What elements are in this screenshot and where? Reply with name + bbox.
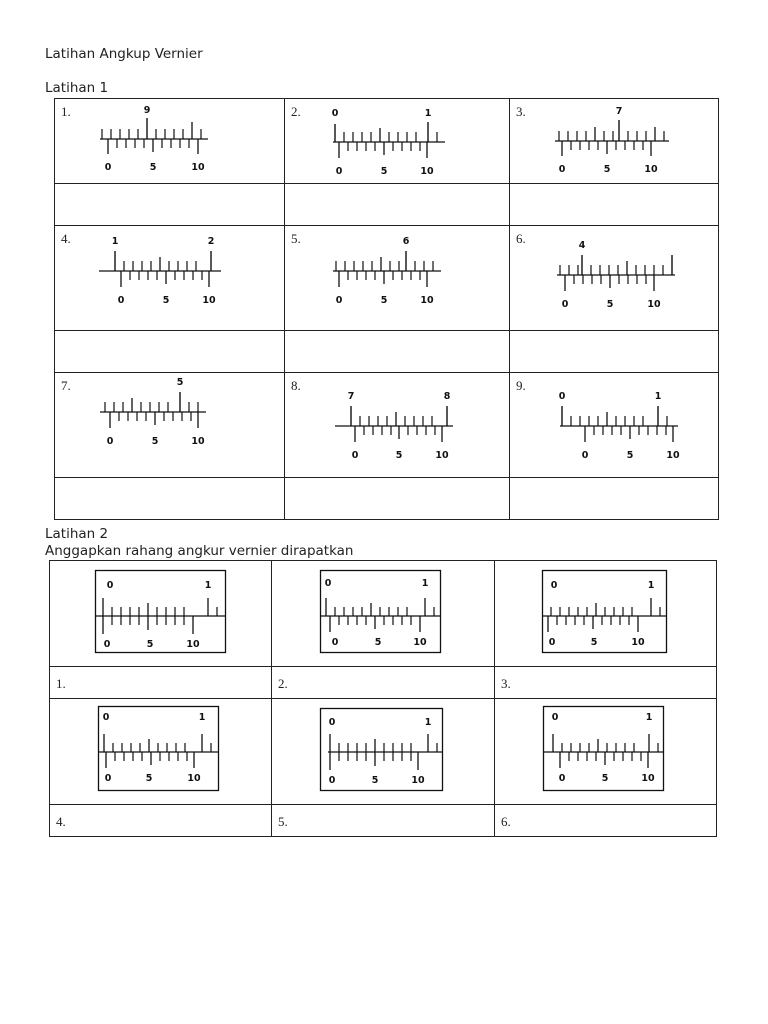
main-scale-number: 6 xyxy=(402,236,410,247)
latihan1-cell-6 xyxy=(510,226,719,331)
main-scale-number: 0 xyxy=(558,391,566,402)
vernier-number-0: 0 xyxy=(561,299,569,310)
answer-cell[interactable] xyxy=(510,478,719,520)
vernier-number-0: 0 xyxy=(117,295,125,306)
item-number: 3. xyxy=(501,676,511,691)
vernier-number-0: 0 xyxy=(335,166,343,177)
item-number: 2. xyxy=(278,676,288,691)
main-scale-number: 1 xyxy=(647,580,655,591)
vernier-scale xyxy=(555,104,680,179)
vernier-scale xyxy=(335,388,460,468)
vernier-box xyxy=(95,570,227,656)
latihan1-cell-8 xyxy=(285,373,510,478)
vernier-number-0: 0 xyxy=(103,639,111,650)
latihan2-cell-4 xyxy=(50,699,272,805)
latihan1-cell-5 xyxy=(285,226,510,331)
document-title: Latihan Angkup Vernier xyxy=(45,46,203,62)
item-number: 5. xyxy=(291,231,301,246)
main-scale-number: 1 xyxy=(645,712,653,723)
vernier-number-10: 10 xyxy=(187,773,201,784)
main-scale-number: 0 xyxy=(550,580,558,591)
vernier-number-5: 5 xyxy=(601,773,609,784)
latihan2-cell-2 xyxy=(272,561,495,667)
main-scale-number: 1 xyxy=(204,580,212,591)
vernier-number-0: 0 xyxy=(351,450,359,461)
item-number: 3. xyxy=(516,104,526,119)
answer-cell[interactable] xyxy=(495,805,717,837)
item-number: 2. xyxy=(291,104,301,119)
main-scale-number: 1 xyxy=(654,391,662,402)
vernier-scale xyxy=(99,231,224,311)
item-number: 7. xyxy=(61,378,71,393)
item-number: 8. xyxy=(291,378,301,393)
answer-cell[interactable] xyxy=(285,184,510,226)
vernier-number-5: 5 xyxy=(145,773,153,784)
latihan2-cell-5 xyxy=(272,699,495,805)
latihan2-figure-row xyxy=(50,699,717,805)
main-scale-number: 1 xyxy=(111,236,119,247)
vernier-box xyxy=(542,570,670,656)
vernier-number-10: 10 xyxy=(644,164,658,175)
vernier-number-0: 0 xyxy=(335,295,343,306)
vernier-number-5: 5 xyxy=(146,639,154,650)
latihan1-answer-row xyxy=(55,184,719,226)
vernier-number-10: 10 xyxy=(411,775,425,786)
vernier-box xyxy=(320,570,444,656)
latihan2-answer-row xyxy=(50,667,717,699)
vernier-number-0: 0 xyxy=(104,162,112,173)
vernier-number-10: 10 xyxy=(631,637,645,648)
item-number: 1. xyxy=(61,104,71,119)
vernier-box xyxy=(543,706,667,796)
vernier-number-10: 10 xyxy=(420,166,434,177)
vernier-number-10: 10 xyxy=(641,773,655,784)
vernier-number-5: 5 xyxy=(371,775,379,786)
vernier-number-5: 5 xyxy=(606,299,614,310)
answer-cell[interactable] xyxy=(285,331,510,373)
answer-cell[interactable] xyxy=(50,667,272,699)
latihan1-cell-2 xyxy=(285,99,510,184)
main-scale-number: 7 xyxy=(347,391,355,402)
main-scale-number: 8 xyxy=(443,391,451,402)
latihan1-figure-row xyxy=(55,373,719,478)
latihan1-figure-row xyxy=(55,226,719,331)
vernier-box xyxy=(98,706,222,796)
answer-cell[interactable] xyxy=(495,667,717,699)
vernier-number-0: 0 xyxy=(581,450,589,461)
latihan2-answer-row xyxy=(50,805,717,837)
vernier-number-10: 10 xyxy=(202,295,216,306)
vernier-scale xyxy=(560,388,685,468)
answer-cell[interactable] xyxy=(55,184,285,226)
vernier-number-5: 5 xyxy=(590,637,598,648)
answer-cell[interactable] xyxy=(55,478,285,520)
main-scale-number: 4 xyxy=(578,240,586,251)
vernier-number-10: 10 xyxy=(191,162,205,173)
vernier-number-0: 0 xyxy=(106,436,114,447)
answer-cell[interactable] xyxy=(510,331,719,373)
latihan1-cell-7 xyxy=(55,373,285,478)
vernier-scale xyxy=(557,238,682,318)
vernier-scale xyxy=(100,376,215,456)
main-scale-number: 7 xyxy=(615,106,623,117)
vernier-number-5: 5 xyxy=(149,162,157,173)
latihan1-table xyxy=(54,98,719,520)
item-number: 4. xyxy=(56,814,66,829)
vernier-number-10: 10 xyxy=(186,639,200,650)
vernier-number-0: 0 xyxy=(328,775,336,786)
item-number: 5. xyxy=(278,814,288,829)
main-scale-number: 5 xyxy=(176,377,184,388)
main-scale-number: 0 xyxy=(106,580,114,591)
latihan1-answer-row xyxy=(55,331,719,373)
latihan2-cell-6 xyxy=(495,699,717,805)
vernier-number-5: 5 xyxy=(374,637,382,648)
section1-heading: Latihan 1 xyxy=(45,80,109,96)
vernier-number-5: 5 xyxy=(380,295,388,306)
vernier-number-0: 0 xyxy=(104,773,112,784)
vernier-number-10: 10 xyxy=(191,436,205,447)
vernier-scale xyxy=(333,231,448,311)
vernier-number-5: 5 xyxy=(395,450,403,461)
vernier-number-5: 5 xyxy=(603,164,611,175)
main-scale-number: 1 xyxy=(424,717,432,728)
vernier-number-0: 0 xyxy=(558,773,566,784)
latihan1-answer-row xyxy=(55,478,719,520)
main-scale-number: 1 xyxy=(421,578,429,589)
vernier-number-5: 5 xyxy=(162,295,170,306)
main-scale-number: 0 xyxy=(551,712,559,723)
latihan1-cell-1 xyxy=(55,99,285,184)
main-scale-number: 9 xyxy=(143,105,151,116)
item-number: 4. xyxy=(61,231,71,246)
vernier-number-10: 10 xyxy=(647,299,661,310)
item-number: 9. xyxy=(516,378,526,393)
main-scale-number: 1 xyxy=(424,108,432,119)
vernier-box xyxy=(320,708,446,794)
answer-cell[interactable] xyxy=(272,667,495,699)
item-number: 1. xyxy=(56,676,66,691)
vernier-number-10: 10 xyxy=(413,637,427,648)
item-number: 6. xyxy=(516,231,526,246)
latihan2-cell-3 xyxy=(495,561,717,667)
vernier-scale xyxy=(333,104,453,179)
section2-instruction: Anggapkan rahang angkur vernier dirapatkan xyxy=(45,543,354,559)
item-number: 6. xyxy=(501,814,511,829)
vernier-number-10: 10 xyxy=(420,295,434,306)
latihan2-table xyxy=(49,560,717,837)
main-scale-number: 0 xyxy=(102,712,110,723)
latihan1-cell-9 xyxy=(510,373,719,478)
main-scale-number: 0 xyxy=(324,578,332,589)
section2-heading: Latihan 2 xyxy=(45,526,109,542)
answer-cell[interactable] xyxy=(50,805,272,837)
vernier-number-10: 10 xyxy=(666,450,680,461)
main-scale-number: 1 xyxy=(198,712,206,723)
vernier-scale xyxy=(100,104,220,179)
main-scale-number: 0 xyxy=(331,108,339,119)
latihan2-cell-1 xyxy=(50,561,272,667)
main-scale-number: 2 xyxy=(207,236,215,247)
vernier-number-0: 0 xyxy=(331,637,339,648)
latihan2-figure-row xyxy=(50,561,717,667)
vernier-number-5: 5 xyxy=(151,436,159,447)
latihan1-cell-3 xyxy=(510,99,719,184)
vernier-number-0: 0 xyxy=(558,164,566,175)
answer-cell[interactable] xyxy=(285,478,510,520)
vernier-number-5: 5 xyxy=(626,450,634,461)
vernier-number-10: 10 xyxy=(435,450,449,461)
latihan1-figure-row xyxy=(55,99,719,184)
answer-cell[interactable] xyxy=(510,184,719,226)
latihan1-cell-4 xyxy=(55,226,285,331)
vernier-number-0: 0 xyxy=(548,637,556,648)
vernier-number-5: 5 xyxy=(380,166,388,177)
answer-cell[interactable] xyxy=(55,331,285,373)
main-scale-number: 0 xyxy=(328,717,336,728)
answer-cell[interactable] xyxy=(272,805,495,837)
